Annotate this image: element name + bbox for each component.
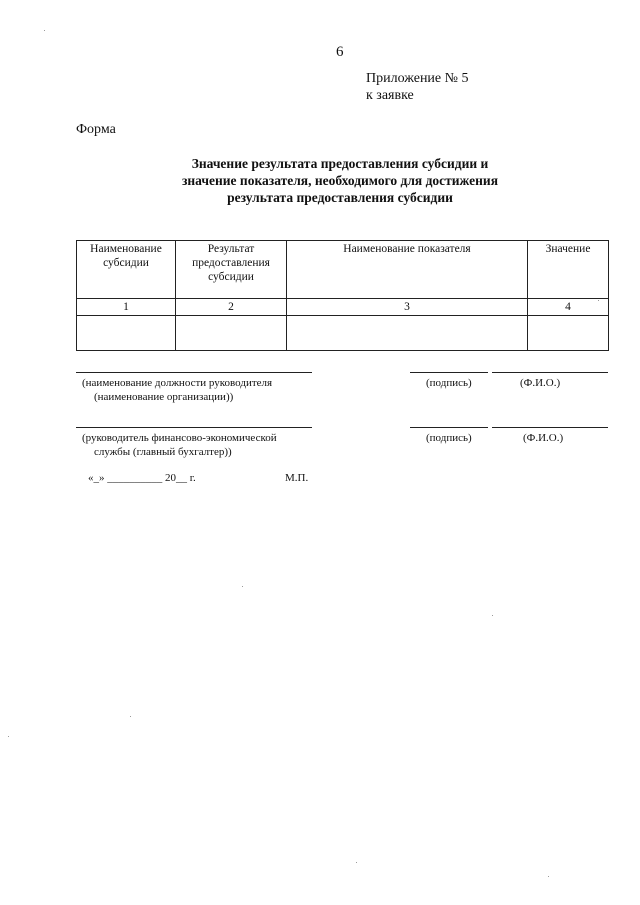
page-number: 6 [336,44,344,60]
position-label-1: (наименование должности руководителя [82,377,273,389]
form-label: Форма [76,122,116,137]
scan-speck [130,716,131,717]
title-line-2: значение показателя, необходимого для достижения [181,173,499,188]
scan-speck [44,30,45,31]
column-number-4: 4 [528,299,609,316]
table-number-row [77,299,609,316]
scan-speck [242,586,243,587]
document-title [110,155,570,206]
result-table [76,240,609,351]
name-label-1: (Ф.И.О.) [520,377,561,389]
table-row [77,316,609,351]
title-line-3: результата предоставления субсидии [227,190,453,205]
sign-line [410,372,488,373]
header-subsidy-name: Наименование субсидии [77,241,176,299]
appendix-reference [366,70,469,104]
scan-speck [548,876,549,877]
scan-speck [598,300,599,301]
header-value: Значение [528,241,609,299]
organization-label: (наименование организации)) [94,391,234,403]
header-subsidy-result: Результат предоставления субсидии [176,241,287,299]
name-line [492,372,608,373]
scan-speck [356,862,357,863]
empty-cell [176,316,287,351]
column-number-2: 2 [176,299,287,316]
empty-cell [528,316,609,351]
position-label-2: (руководитель финансово-экономической [82,432,277,444]
appendix-line-2: к заявке [366,88,414,103]
date-field: «_» __________ 20__ г. [88,472,196,484]
column-number-1: 1 [77,299,176,316]
name-line [492,427,608,428]
appendix-line-1: Приложение № 5 [366,71,469,86]
sign-label-2: (подпись) [426,432,472,444]
empty-cell [287,316,528,351]
accountant-label: службы (главный бухгалтер)) [94,446,232,458]
scan-speck [8,736,9,737]
title-line-1: Значение результата предоставления субсидии и [191,156,489,171]
header-indicator-name: Наименование показателя [287,241,528,299]
finance-signature-line [76,427,312,428]
sign-label-1: (подпись) [426,377,472,389]
name-label-2: (Ф.И.О.) [523,432,564,444]
scan-speck [492,615,493,616]
position-signature-line [76,372,312,373]
sign-line [410,427,488,428]
table-header-row [77,241,609,299]
column-number-3: 3 [287,299,528,316]
stamp-label: М.П. [285,472,309,484]
empty-cell [77,316,176,351]
